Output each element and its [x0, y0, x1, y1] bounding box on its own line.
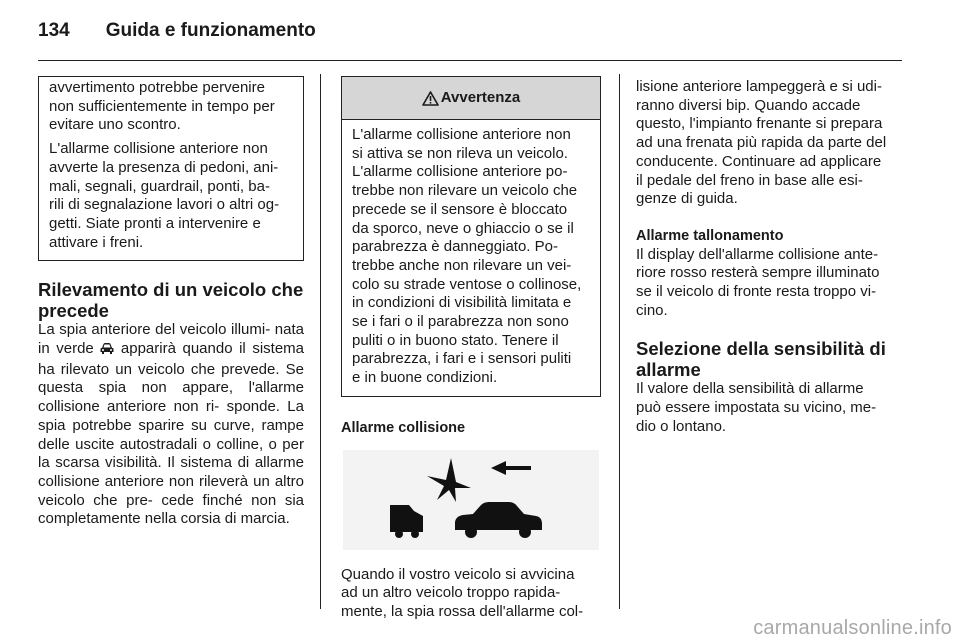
collision-star-icon [427, 458, 471, 502]
notice-box [38, 76, 304, 261]
subheading-collision-alert: Allarme collisione [341, 419, 466, 436]
text-line: mali, segnali, guardrail, ponti, ba- [49, 177, 270, 195]
column-3 [636, 78, 902, 437]
text-line: cino. [636, 301, 668, 319]
notice-paragraph-1 [49, 79, 295, 135]
text-line: puliti o in buono stato. Tenere il [352, 331, 559, 349]
heading-line: precede [38, 300, 109, 322]
warning-box [341, 76, 601, 397]
paragraph-text: La spia anteriore del veicolo illumi- nata in verde [38, 321, 304, 358]
text-line: ranno diversi bip. Quando accade [636, 96, 861, 114]
page-title: Guida e funzionamento [105, 20, 316, 41]
text-line: questo, l'impianto frenante si prepara [636, 115, 883, 133]
text-line: dio o lontano. [636, 417, 727, 435]
warning-title: Avvertenza [440, 88, 521, 106]
text-line: avverte la presenza di pedoni, ani- [49, 158, 279, 176]
footer-watermark: carmanualsonline.info [753, 617, 952, 639]
text-line: L'allarme collisione anteriore non [352, 126, 571, 143]
text-line: Il valore della sensibilità di allarme [636, 380, 864, 398]
text-line: colo su strade ventose o collinose, [352, 275, 582, 293]
text-line: in condizioni di visibilità limitata e [352, 294, 572, 312]
car-front-icon [100, 342, 114, 361]
vehicle-ahead-paragraph [38, 321, 304, 529]
text-line: parabrezza, i fari e i sensori puliti [352, 350, 572, 368]
heading-line: Rilevamento di un veicolo che [38, 279, 304, 301]
vehicle-front-icon [390, 505, 423, 538]
text-line: conducente. Continuare ad applicare [636, 152, 882, 170]
collision-alert-paragraph [341, 566, 601, 622]
warning-body [342, 120, 600, 396]
text-line: attivare i freni. [49, 233, 144, 251]
column-divider-left [320, 74, 321, 609]
text-line: Il display dell'allarme collisione ante- [636, 245, 879, 263]
text-line: ad un altro veicolo troppo rapida- [341, 584, 561, 602]
text-line: non sufficientemente in tempo per [49, 97, 275, 115]
text-line: parabrezza è danneggiato. Po- [352, 238, 558, 256]
column-2 [341, 76, 601, 622]
collision-alert-continued-paragraph [636, 78, 902, 209]
text-line: genze di guida. [636, 190, 738, 208]
column-divider-right [619, 74, 620, 609]
arrow-left-icon [491, 461, 531, 475]
warning-paragraph-1 [352, 126, 592, 388]
text-line: L'allarme collisione anteriore po- [352, 163, 568, 181]
sensitivity-paragraph [636, 380, 902, 436]
text-line: Quando il vostro veicolo si avvicina [341, 565, 575, 583]
text-line: il pedale del freno in base alle esi- [636, 171, 863, 189]
section-heading-sensitivity [636, 338, 902, 380]
paragraph-text: apparirà quando il sistema ha rilevato un veicolo che prevede. Se questa spia non appare, l'allarme collisione anteriore non ri- sponde. La spia potrebbe sparire su curve, rampe delle uscite autostradali o colline, o per la scarsa visibilità. Il sistema di allarme collisione anteriore non rileverà un altro veicolo che pre- cede finché non sia completamente nella corsia di marcia. [38, 340, 304, 528]
header-rule [38, 60, 902, 61]
text-line: L'allarme collisione anteriore non [49, 140, 268, 158]
text-line: da sporco, neve o ghiaccio o se il [352, 219, 574, 237]
text-line: evitare uno scontro. [49, 116, 181, 134]
text-line: se il veicolo di fronte resta troppo vi- [636, 283, 877, 301]
text-line: può essere impostata su vicino, me- [636, 399, 877, 417]
text-line: riore rosso resterà sempre illuminato [636, 264, 880, 282]
tailgating-paragraph [636, 246, 902, 321]
text-line: trebbe anche non rilevare un vei- [352, 256, 572, 274]
notice-paragraph-2 [49, 140, 295, 252]
text-line: precede se il sensore è bloccato [352, 200, 568, 218]
text-line: avvertimento potrebbe pervenire [49, 79, 265, 96]
car-ahead-icon [455, 502, 542, 538]
page-header [38, 16, 316, 46]
text-line: getti. Siate pronti a intervenire e [49, 214, 261, 232]
text-line: se i fari o il parabrezza non sono [352, 313, 569, 331]
warning-title-bar [342, 77, 600, 120]
collision-alert-indicator-illustration [343, 450, 599, 550]
column-1 [38, 76, 304, 529]
subheading-tailgating-alert: Allarme tallonamento [636, 227, 784, 244]
text-line: mente, la spia rossa dell'allarme col- [341, 602, 584, 620]
text-line: ad una frenata più rapida da parte del [636, 134, 887, 152]
text-line: rili di segnalazione lavori o altri og- [49, 196, 280, 214]
text-line: e in buone condizioni. [352, 369, 498, 387]
text-line: trebbe non rilevare un veicolo che [352, 182, 578, 200]
section-heading-vehicle-ahead [38, 279, 304, 321]
heading-line: Selezione della sensibilità di [636, 338, 886, 360]
text-line: lisione anteriore lampeggerà e si udi- [636, 78, 882, 95]
warning-triangle-icon [422, 91, 439, 106]
text-line: si attiva se non rileva un veicolo. [352, 144, 568, 162]
heading-line: allarme [636, 359, 701, 381]
page-number: 134 [38, 20, 70, 41]
